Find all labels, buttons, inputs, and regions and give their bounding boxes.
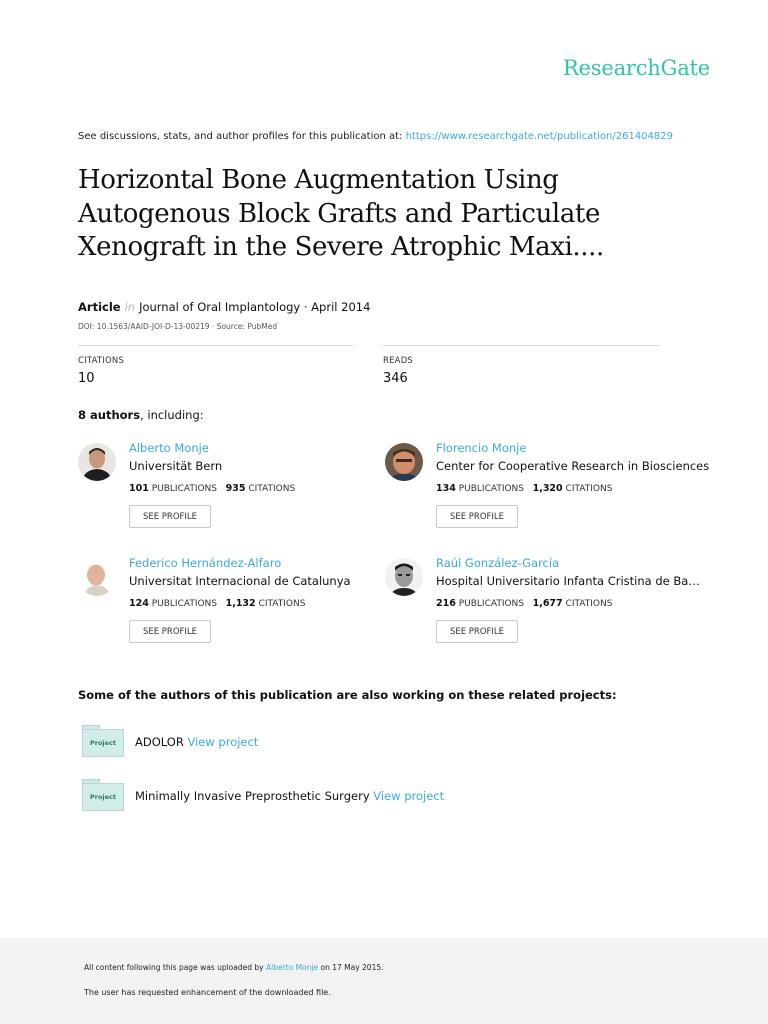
author-citations-count: 1,677: [532, 598, 563, 609]
citations-value: 10: [78, 371, 95, 386]
author-card: [78, 441, 378, 546]
footer: [0, 938, 768, 1024]
view-project-link[interactable]: View project: [187, 735, 259, 749]
researchgate-logo[interactable]: ResearchGate: [562, 56, 710, 80]
author-institution: Universität Bern: [129, 459, 223, 473]
author-avatar[interactable]: [385, 443, 423, 481]
citations-label: CITATIONS: [78, 356, 125, 366]
author-card: [78, 556, 378, 661]
author-name[interactable]: Raúl González-García: [436, 556, 560, 570]
view-project-link[interactable]: View project: [373, 789, 445, 803]
divider-citations: [78, 345, 353, 346]
project-folder-icon[interactable]: [82, 725, 124, 757]
authors-count: 8 authors: [78, 408, 141, 422]
publications-label: PUBLICATIONS: [458, 484, 524, 494]
author-stats: [129, 598, 305, 609]
author-publications-count: 101: [129, 483, 149, 494]
project-name: Minimally Invasive Preprosthetic Surgery: [135, 789, 370, 803]
author-stats: [436, 598, 612, 609]
author-name[interactable]: Alberto Monje: [129, 441, 209, 455]
upload-note: [84, 963, 384, 972]
project-item: [82, 779, 582, 815]
author-avatar[interactable]: [385, 558, 423, 596]
upload-prefix: All content following this page was uploaded by: [84, 963, 266, 972]
project-icon-label: Project: [82, 783, 124, 811]
publications-label: PUBLICATIONS: [151, 599, 217, 609]
author-name[interactable]: Florencio Monje: [436, 441, 527, 455]
author-avatar[interactable]: [78, 443, 116, 481]
see-profile-button[interactable]: SEE PROFILE: [129, 620, 211, 643]
reads-label: READS: [383, 356, 414, 366]
discussion-text: See discussions, stats, and author profiles for this publication at:: [78, 131, 406, 142]
journal-name: Journal of Oral Implantology · April 2014: [139, 300, 371, 314]
author-institution: Universitat Internacional de Catalunya: [129, 574, 351, 588]
author-citations-count: 1,320: [532, 483, 563, 494]
author-publications-count: 124: [129, 598, 149, 609]
publication-meta: [78, 300, 370, 314]
publication-url-link[interactable]: https://www.researchgate.net/publication/261404829: [405, 131, 673, 142]
project-folder-icon[interactable]: [82, 779, 124, 811]
doi-line: DOI: 10.1563/AAID-JOI-D-13-00219 · Source: PubMed: [78, 322, 278, 331]
author-citations-count: 935: [225, 483, 246, 494]
see-profile-button[interactable]: SEE PROFILE: [436, 620, 518, 643]
see-profile-button[interactable]: SEE PROFILE: [436, 505, 518, 528]
related-projects-heading: Some of the authors of this publication are also working on these related projects:: [78, 688, 617, 702]
enhancement-note: The user has requested enhancement of the downloaded file.: [84, 988, 331, 997]
author-stats: [436, 483, 612, 494]
citations-label: CITATIONS: [565, 484, 613, 494]
author-publications-count: 216: [436, 598, 456, 609]
publications-label: PUBLICATIONS: [458, 599, 524, 609]
authors-heading: [78, 408, 204, 422]
divider-reads: [383, 345, 660, 346]
author-avatar[interactable]: [78, 558, 116, 596]
author-citations-count: 1,132: [225, 598, 256, 609]
author-card: [385, 556, 700, 661]
citations-label: CITATIONS: [258, 599, 306, 609]
project-text: [135, 735, 258, 749]
reads-value: 346: [383, 371, 408, 386]
publication-title: Horizontal Bone Augmentation Using Autogenous Block Grafts and Particulate Xenograft in the Severe Atrophic Maxi....: [78, 165, 604, 262]
author-publications-count: 134: [436, 483, 456, 494]
project-name: ADOLOR: [135, 735, 184, 749]
author-name[interactable]: Federico Hernández-Alfaro: [129, 556, 282, 570]
project-icon-label: Project: [82, 729, 124, 757]
author-institution: Center for Cooperative Research in Biosciences: [436, 459, 710, 473]
authors-suffix: , including:: [140, 408, 204, 422]
uploader-link[interactable]: Alberto Monje: [265, 963, 319, 972]
publications-label: PUBLICATIONS: [151, 484, 217, 494]
project-text: [135, 789, 444, 803]
author-institution: Hospital Universitario Infanta Cristina de Ba…: [436, 574, 700, 588]
see-profile-button[interactable]: SEE PROFILE: [129, 505, 211, 528]
discussion-line: [78, 131, 673, 142]
citations-label: CITATIONS: [565, 599, 613, 609]
upload-suffix: on 17 May 2015.: [318, 963, 384, 972]
citations-label: CITATIONS: [248, 484, 296, 494]
publication-type: Article: [78, 300, 121, 314]
meta-in: in: [124, 300, 136, 314]
project-item: [82, 725, 582, 761]
author-stats: [129, 483, 295, 494]
author-card: [385, 441, 710, 546]
